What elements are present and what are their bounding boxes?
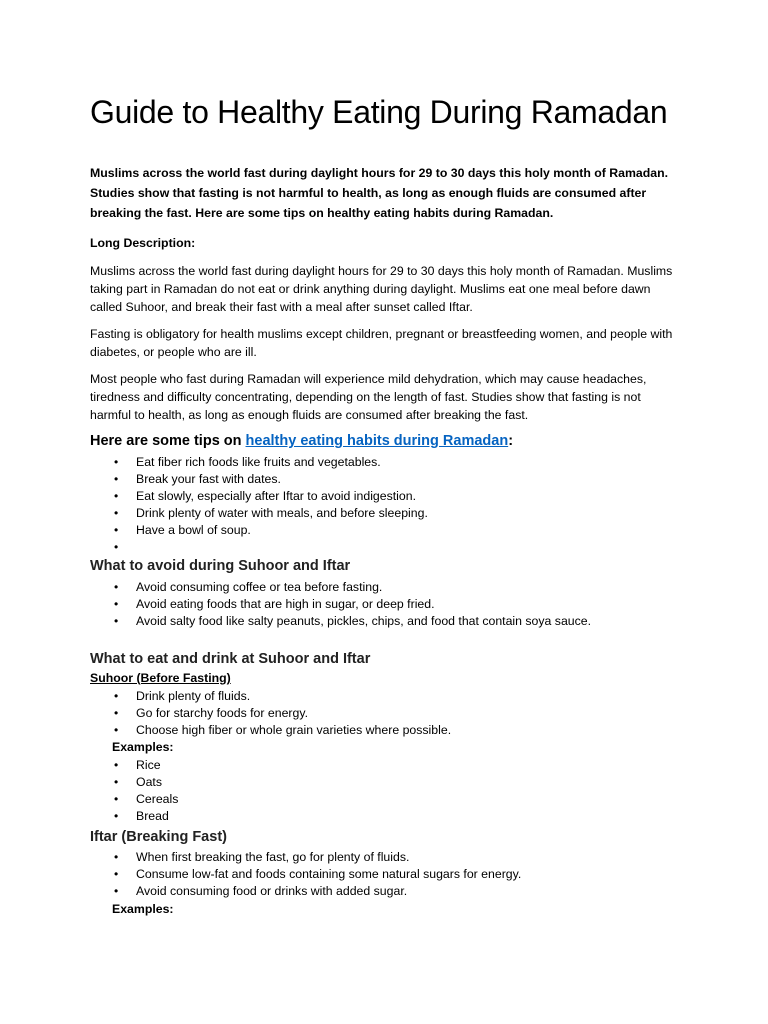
list-item: • Choose high fiber or whole grain varieties where possible. [110,722,451,739]
list-item: • Cereals [110,791,178,808]
eat-drink-heading: What to eat and drink at Suhoor and Iftar [90,651,371,667]
healthy-eating-link[interactable]: healthy eating habits during Ramadan [245,433,509,449]
list-item: • Break your fast with dates. [110,471,428,488]
suhoor-list [110,688,451,739]
page-title: Guide to Healthy Eating During Ramadan [90,94,668,130]
list-item: • Oats [110,774,178,791]
list-item: • Rice [110,757,178,774]
list-item: • Avoid eating foods that are high in sugar, or deep fried. [110,596,591,613]
intro-paragraph: Muslims across the world fast during daylight hours for 29 to 30 days this holy month of Ramadan. Studies show that fasting is not harmful to health, as long as enough fluids are consumed after breaking the fast. Here are some tips on healthy eating habits during Ramadan. [90,166,669,220]
list-item: • When first breaking the fast, go for plenty of fluids. [110,849,521,866]
list-item: • Drink plenty of fluids. [110,688,451,705]
list-item: • Have a bowl of soup. [110,522,428,539]
iftar-heading: Iftar (Breaking Fast) [90,829,227,845]
list-item: • Consume low-fat and foods containing some natural sugars for energy. [110,866,521,883]
tips-heading-suffix: : [508,433,514,449]
description-paragraph-2: Fasting is obligatory for health muslims except children, pregnant or breastfeeding women, and people with diabetes, or people who are ill. [90,327,673,359]
list-item: • Avoid consuming coffee or tea before fasting. [110,579,591,596]
iftar-examples-label: Examples: [112,902,174,916]
avoid-heading: What to avoid during Suhoor and Iftar [90,558,351,574]
list-item: • Avoid consuming food or drinks with added sugar. [110,883,521,900]
suhoor-examples-list [110,757,178,825]
tips-heading [90,433,513,449]
list-item [110,539,428,556]
list-item: • Drink plenty of water with meals, and before sleeping. [110,505,428,522]
suhoor-examples-label: Examples: [112,740,174,754]
suhoor-label: Suhoor (Before Fasting) [90,671,231,685]
description-paragraph-3: Most people who fast during Ramadan will experience mild dehydration, which may cause headaches, tiredness and difficulty concentrating, depending on the length of fast. Studies show that fasting is not harmful to health, as long as enough fluids are consumed after breaking the fast. [90,372,647,422]
tips-list [110,454,428,556]
tips-heading-prefix: Here are some tips on [90,433,246,449]
long-description-label: Long Description: [90,236,196,250]
list-item: • Avoid salty food like salty peanuts, pickles, chips, and food that contain soya sauce. [110,613,591,630]
list-item: • Eat fiber rich foods like fruits and vegetables. [110,454,428,471]
list-item: • Eat slowly, especially after Iftar to avoid indigestion. [110,488,428,505]
avoid-list [110,579,591,630]
list-item: • Bread [110,808,178,825]
iftar-list [110,849,521,900]
description-paragraph-1: Muslims across the world fast during daylight hours for 29 to 30 days this holy month of Ramadan. Muslims taking part in Ramadan do not eat or drink anything during daylight. Muslims eat one meal before dawn called Suhoor, and break their fast with a meal after sunset called Iftar. [90,264,673,314]
list-item: • Go for starchy foods for energy. [110,705,451,722]
